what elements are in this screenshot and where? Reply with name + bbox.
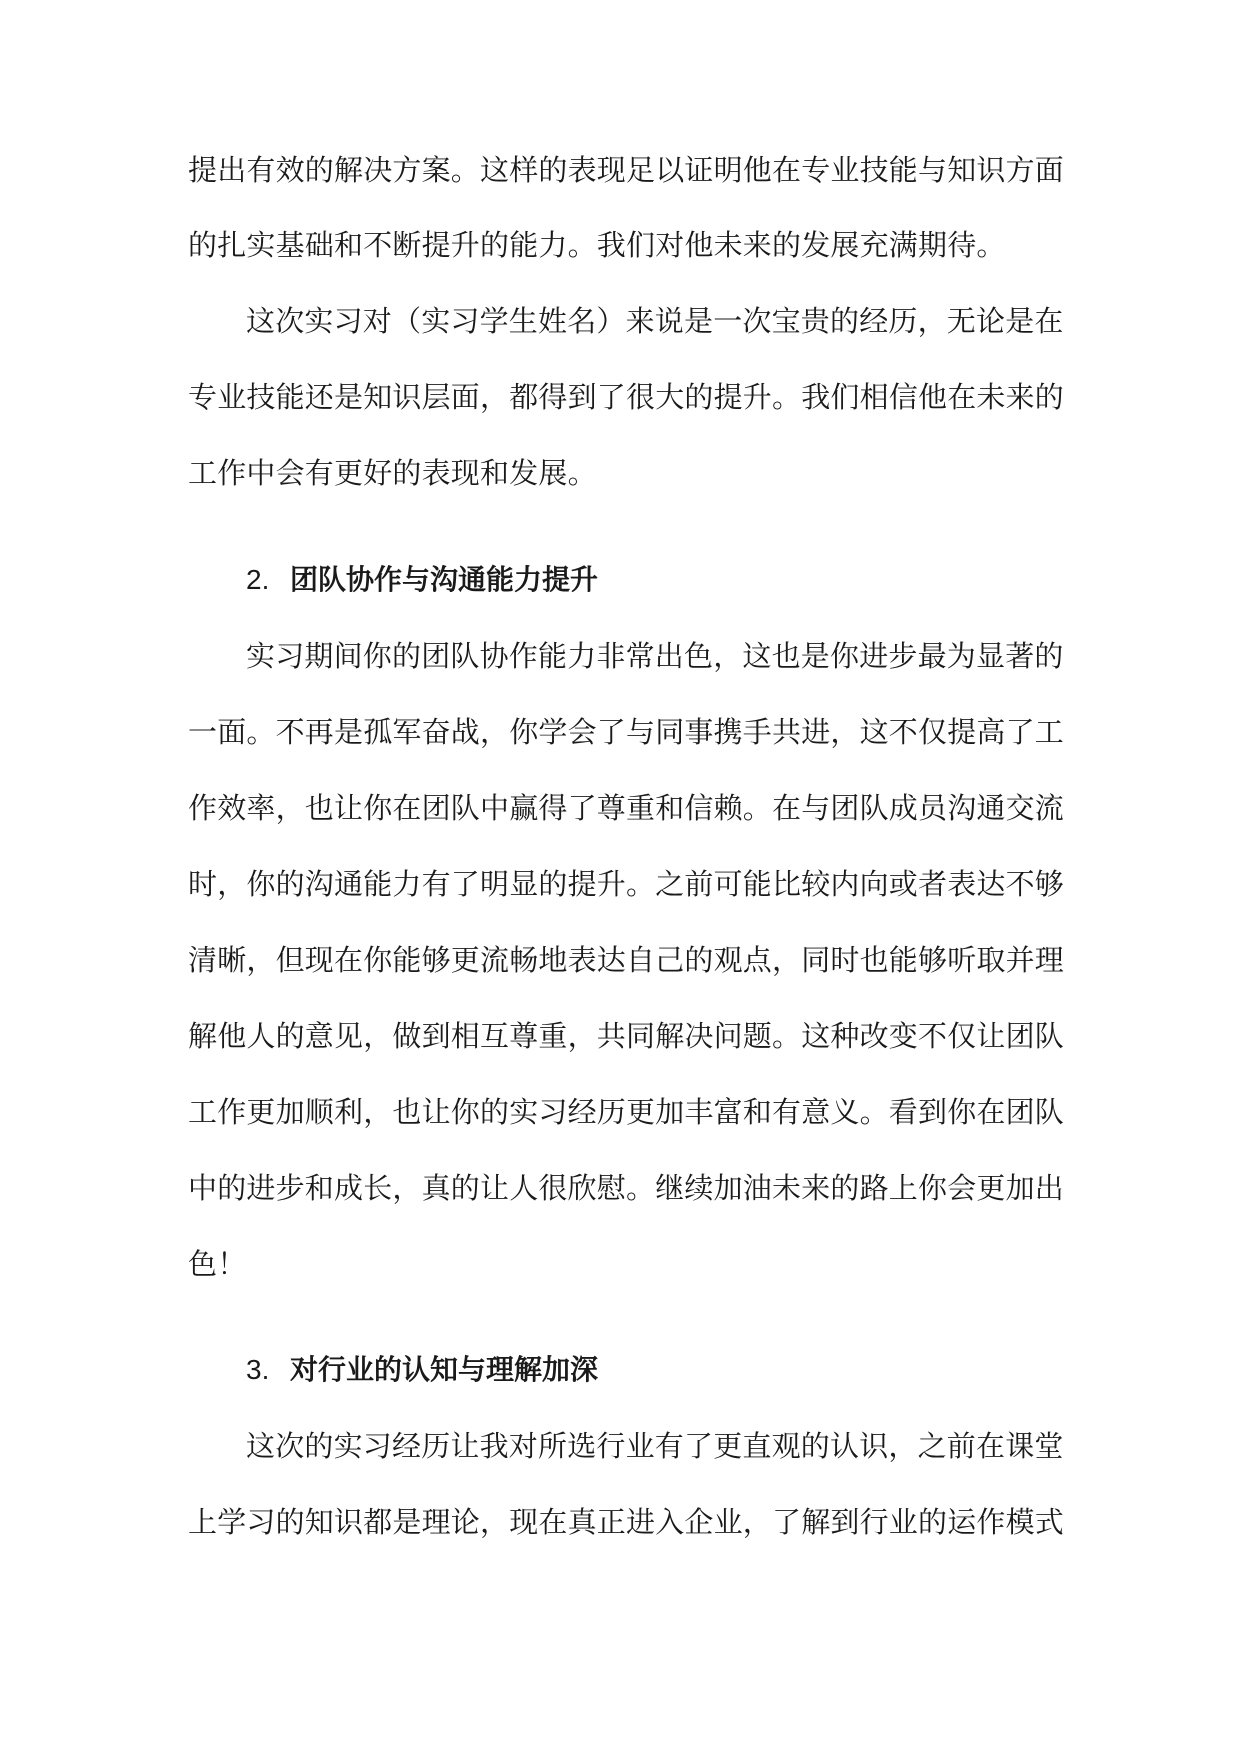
section-2-line-3: 作效率，也让你在团队中赢得了尊重和信赖。在与团队成员沟通交流: [188, 791, 1065, 825]
section-2-line-6: 解他人的意见，做到相互尊重，共同解决问题。这种改变不仅让团队: [188, 1019, 1065, 1053]
section-2-line-5: 清晰，但现在你能够更流畅地表达自己的观点，同时也能够听取并理: [188, 943, 1065, 977]
section-2-heading: [246, 560, 598, 600]
section-2-line-7: 工作更加顺利，也让你的实习经历更加丰富和有意义。看到你在团队: [188, 1095, 1065, 1129]
paragraph-1-line-2: 的扎实基础和不断提升的能力。我们对他未来的发展充满期待。: [188, 228, 1006, 262]
section-3-heading: [246, 1350, 598, 1390]
section-3-number: 3.: [246, 1354, 270, 1385]
section-3-line-1: 这次的实习经历让我对所选行业有了更直观的认识，之前在课堂: [246, 1429, 1064, 1463]
section-2-number: 2.: [246, 564, 270, 595]
paragraph-2-line-3: 工作中会有更好的表现和发展。: [188, 456, 597, 490]
section-2-line-9: 色！: [188, 1247, 247, 1281]
section-2-line-8: 中的进步和成长，真的让人很欣慰。继续加油未来的路上你会更加出: [188, 1171, 1065, 1205]
section-2-title: 团队协作与沟通能力提升: [290, 563, 599, 596]
section-3-title: 对行业的认知与理解加深: [290, 1353, 599, 1386]
section-2-line-4: 时，你的沟通能力有了明显的提升。之前可能比较内向或者表达不够: [188, 867, 1065, 901]
paragraph-1-line-1: 提出有效的解决方案。这样的表现足以证明他在专业技能与知识方面: [188, 153, 1065, 187]
paragraph-2-line-2: 专业技能还是知识层面，都得到了很大的提升。我们相信他在未来的: [188, 380, 1065, 414]
section-2-line-1: 实习期间你的团队协作能力非常出色，这也是你进步最为显著的: [246, 639, 1064, 673]
section-3-line-2: 上学习的知识都是理论，现在真正进入企业，了解到行业的运作模式: [188, 1505, 1065, 1539]
section-2-line-2: 一面。不再是孤军奋战，你学会了与同事携手共进，这不仅提高了工: [188, 715, 1065, 749]
paragraph-2-line-1: 这次实习对（实习学生姓名）来说是一次宝贵的经历，无论是在: [246, 304, 1064, 338]
